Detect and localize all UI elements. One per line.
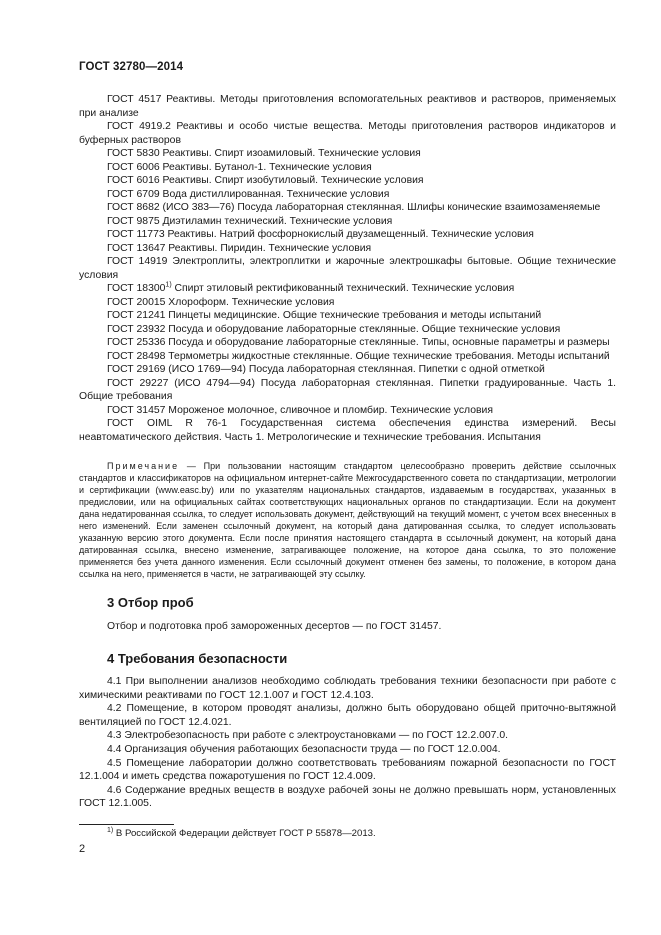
reference-item: ГОСТ 20015 Хлороформ. Технические условия: [107, 296, 335, 308]
reference-item: ГОСТ 6016 Реактивы. Спирт изобутиловый. Технические условия: [107, 175, 424, 186]
reference-item: ГОСТ 6006 Реактивы. Бутанол-1. Технические условия: [107, 161, 372, 173]
section-3-heading: 3 Отбор проб: [107, 595, 194, 610]
section-4-body: [79, 675, 616, 811]
note-text: — При пользовании настоящим стандартом целесообразно проверить действие ссылочных стандартов и классификаторов на официальном интернет-сайте Межгосударственного совета по стандартизации, метрологии и сертификации (www.easc.by) или по указателям национальных стандартов, издаваемым в государствах, указанных в предисловии, или на официальных сайтах соответствующих национальных органов по стандартизации. Если на документ дана недатированная ссылка, то следует использовать документ, действующий на текущий момент, с учетом всех внесенных в него изменений. Если заменен ссылочный документ, на который дана датированная ссылка, то следует использовать указанную версию этого документа. Если после принятия настоящего стандарта в ссылочный документ, на который дана датированная ссылка, внесено изменение, затрагивающее положение, на которое дана ссылка, то это положение применяется без учета данного изменения. Если ссылочный документ отменен без замены, то положение, в котором дана ссылка на него, применяется в части, не затрагивающей эту ссылку.: [79, 461, 616, 579]
references-note: [79, 461, 616, 581]
footnote-mark: 1): [107, 826, 114, 834]
reference-item: ГОСТ 14919 Электроплиты, электроплитки и жарочные электрошкафы бытовые. Общие технические условия: [79, 256, 616, 281]
section-3-text: Отбор и подготовка проб замороженных десертов — по ГОСТ 31457.: [107, 621, 442, 632]
reference-item: ГОСТ 8682 (ИСО 383—76) Посуда лабораторная стеклянная. Шлифы конические взаимозаменяемые: [107, 202, 601, 213]
document-header: ГОСТ 32780—2014: [79, 61, 184, 73]
reference-item: ГОСТ 23932 Посуда и оборудование лабораторные стеклянные. Общие технические условия: [107, 323, 561, 335]
clause-4-1: 4.1 При выполнении анализов необходимо соблюдать требования техники безопасности при работе с химическими реактивами по ГОСТ 12.1.007 и ГОСТ 12.4.103.: [79, 676, 616, 701]
reference-code: ГОСТ 18300: [107, 283, 166, 294]
reference-item-18300: [79, 282, 616, 296]
reference-item: ГОСТ 9875 Диэтиламин технический. Технические условия: [107, 215, 393, 227]
reference-item: ГОСТ 28498 Термометры жидкостные стеклянные. Общие технические требования. Методы испытаний: [107, 350, 610, 362]
footnote-text: В Российской Федерации действует ГОСТ Р 55878—2013.: [113, 828, 376, 839]
reference-item: ГОСТ 29169 (ИСО 1769—94) Посуда лабораторная стеклянная. Пипетки с одной отметкой: [107, 364, 545, 375]
page-number: 2: [79, 843, 86, 855]
reference-item: ГОСТ 11773 Реактивы. Натрий фосфорнокислый двузамещенный. Технические условия: [107, 229, 534, 240]
clause-4-2: 4.2 Помещение, в котором проводят анализы, должно быть оборудовано общей приточно-вытяжной вентиляцией по ГОСТ 12.4.021.: [79, 703, 616, 728]
reference-item: ГОСТ 6709 Вода дистиллированная. Технические условия: [107, 188, 390, 200]
reference-item: ГОСТ 21241 Пинцеты медицинские. Общие технические требования и методы испытаний: [107, 310, 542, 321]
reference-item: ГОСТ 4919.2 Реактивы и особо чистые вещества. Методы приготовления растворов индикаторов и буферных растворов: [79, 121, 616, 146]
reference-item: ГОСТ 5830 Реактивы. Спирт изоамиловый. Технические условия: [107, 148, 421, 159]
clause-4-3: 4.3 Электробезопасность при работе с электроустановками — по ГОСТ 12.2.007.0.: [107, 730, 508, 742]
reference-item: ГОСТ 25336 Посуда и оборудование лабораторные стеклянные. Типы, основные параметры и размеры: [107, 337, 610, 348]
footnote: [107, 828, 376, 839]
reference-item: ГОСТ 13647 Реактивы. Пиридин. Технические условия: [107, 242, 372, 254]
footnote-ref-mark[interactable]: 1): [165, 281, 172, 289]
clause-4-5: 4.5 Помещение лаборатории должно соответствовать требованиям пожарной безопасности по ГОСТ 12.1.004 и иметь средства пожаротушения по ГОСТ 12.4.009.: [79, 757, 616, 783]
reference-item: ГОСТ OIML R 76-1 Государственная система обеспечения единства измерений. Весы неавтоматического действия. Часть 1. Метрологические и технические требования. Испытания: [79, 418, 616, 443]
reference-title: Спирт этиловый ректификованный технический. Технические условия: [171, 283, 515, 294]
reference-item: ГОСТ 31457 Мороженое молочное, сливочное и пломбир. Технические условия: [107, 404, 493, 416]
clause-4-4: 4.4 Организация обучения работающих безопасности труда — по ГОСТ 12.0.004.: [107, 743, 501, 755]
footnote-divider: [79, 824, 174, 825]
reference-item: ГОСТ 29227 (ИСО 4794—94) Посуда лабораторная стеклянная. Пипетки градуированные. Часть 1. Общие требования: [79, 377, 616, 402]
reference-item: ГОСТ 4517 Реактивы. Методы приготовления вспомогательных реактивов и растворов, применяемых при анализе: [79, 94, 616, 119]
section-4-heading: 4 Требования безопасности: [107, 651, 288, 666]
normative-references: [79, 93, 616, 444]
note-label: Примечание: [107, 461, 180, 471]
clause-4-6: 4.6 Содержание вредных веществ в воздухе рабочей зоны не должно превышать норм, установленных ГОСТ 12.1.005.: [79, 784, 616, 810]
